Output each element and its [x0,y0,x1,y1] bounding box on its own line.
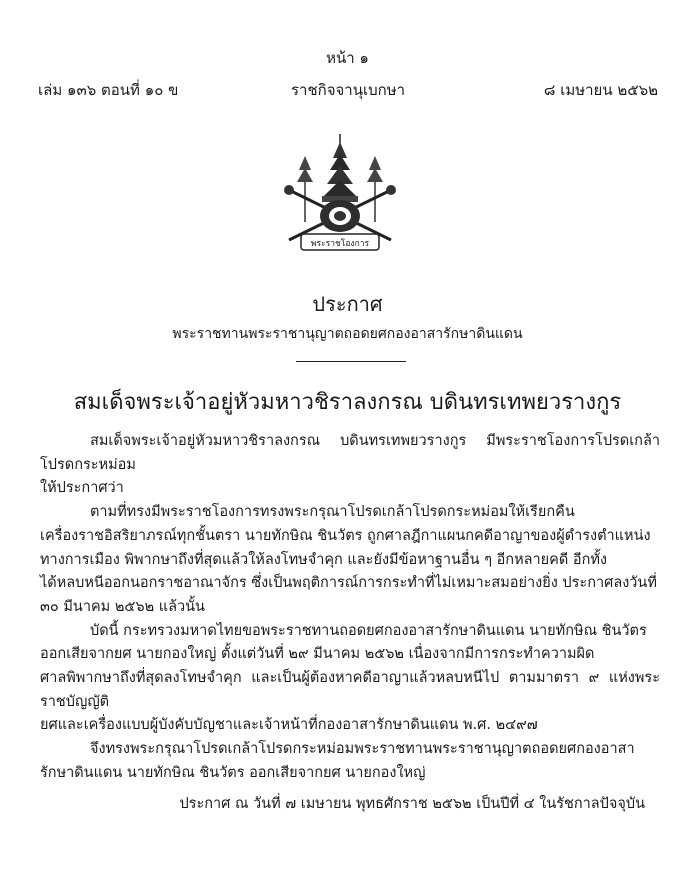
paragraph-4-line: รักษาดินแดน นายทักษิณ ชินวัตร ออกเสียจากยศ นายกองใหญ่ [40,764,426,781]
volume-issue: เล่ม ๑๓๖ ตอนที่ ๑๐ ข [38,81,179,99]
announcement-subtitle: พระราชทานพระราชานุญาตถอดยศกองอาสารักษาดินแดน [172,326,523,342]
announcement-body [40,430,660,786]
paragraph-3-line: ยศและเครื่องแบบผู้บังคับบัญชาและเจ้าหน้าที่กองอาสารักษาดินแดน พ.ศ. ๒๔๙๗ [40,717,538,734]
paragraph-4-line: จึงทรงพระกรุณาโปรดเกล้าโปรดกระหม่อมพระราชทานพระราชานุญาตถอดยศกองอาสา [90,741,635,758]
divider [296,361,406,362]
announcement-closing-date: ประกาศ ณ วันที่ ๗ เมษายน พุทธศักราช ๒๕๖๒ เป็นปีที่ ๔ ในรัชกาลปัจจุบัน [179,796,645,812]
paragraph-2-line: ๓๐ มีนาคม ๒๕๖๒ แล้วนั้น [40,598,205,615]
royal-name-heading: สมเด็จพระเจ้าอยู่หัวมหาวชิราลงกรณ บดินทรเทพยวรางกูร [73,390,622,415]
paragraph-3-line: บัดนี้ กระทรวงมหาดไทยขอพระราชทานถอดยศกองอาสารักษาดินแดน นายทักษิณ ชินวัตร [90,622,647,639]
royal-seal-icon [275,130,405,260]
paragraph-2-line: ตามที่ทรงมีพระราชโองการทรงพระกรุณาโปรดเกล้าโปรดกระหม่อมให้เรียกคืน [90,504,575,521]
paragraph-2-line: ได้หลบหนีออกนอกราชอาณาจักร ซึ่งเป็นพฤติการณ์การกระทำที่ไม่เหมาะสมอย่างยิ่ง ประกาศลงวันที่ [40,575,657,592]
gazette-header-row [38,78,658,100]
gazette-name: ราชกิจจานุเบกษา [290,81,406,99]
announcement-title: ประกาศ [312,292,383,316]
paragraph-2-line: ทางการเมือง พิพากษาถึงที่สุดแล้วให้ลงโทษจำคุก และยังมีข้อหาฐานอื่น ๆ อีกหลายคดี อีกทั้ง [40,551,608,568]
gazette-date: ๘ เมษายน ๒๕๖๒ [543,81,658,99]
page-number: หน้า ๑ [326,49,369,67]
paragraph-1-line: สมเด็จพระเจ้าอยู่หัวมหาวชิราลงกรณ บดินทรเทพยวรางกูร มีพระราชโองการโปรดเกล้าโปรดกระหม่อม [40,433,660,473]
paragraph-3-line: ออกเสียจากยศ นายกองใหญ่ ตั้งแต่วันที่ ๒๙ มีนาคม ๒๕๖๒ เนื่องจากมีการกระทำความผิด [40,646,595,663]
seal-plate-text: พระราชโองการ [310,239,370,249]
paragraph-3-line: ศาลพิพากษาถึงที่สุดลงโทษจำคุก และเป็นผู้ต้องหาคดีอาญาแล้วหลบหนีไป ตามมาตรา ๙ แห่งพระราชบัญญัติ [40,670,660,710]
paragraph-2-line: เครื่องราชอิสริยาภรณ์ทุกชั้นตรา นายทักษิณ ชินวัตร ถูกศาลฎีกาแผนกคดีอาญาของผู้ดำรงตำแหน่ง [40,527,651,544]
paragraph-1-line: ให้ประกาศว่า [40,480,124,497]
